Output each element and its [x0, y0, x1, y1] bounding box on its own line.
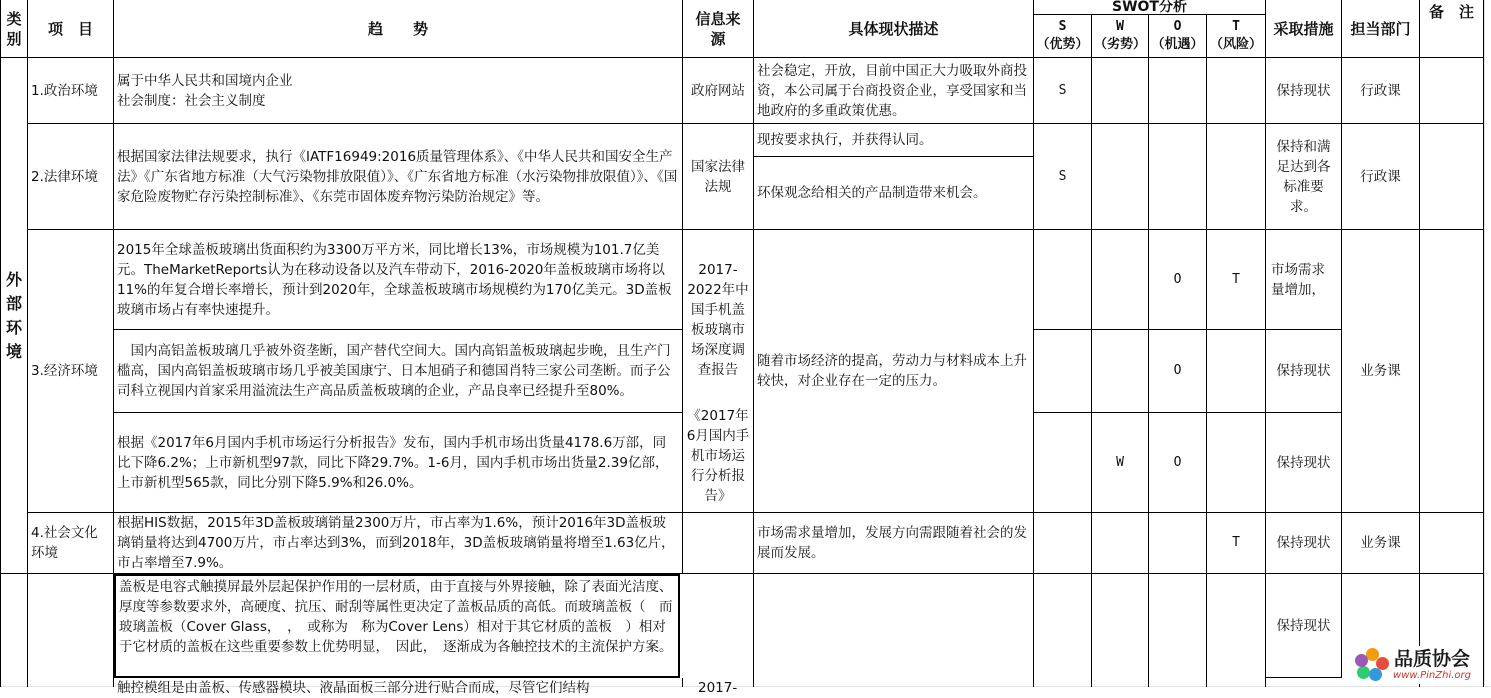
economic-swot-t-3 — [1207, 413, 1266, 513]
economic-source-1: 2017-2022年中国手机盖板玻璃市场深度调查报告 — [687, 262, 749, 378]
political-trend: 属于中华人民共和国境内企业 社会制度：社会主义制度 — [114, 58, 683, 124]
social-trend: 根据HIS数据，2015年3D盖板玻璃销量2300万片，市占率为1.6%，预计2016年3D盖板玻璃销量将达到4700万片，市占率达到3%，而到2018年，3D盖板玻璃销量将增至1.63亿片，市占率增至7.9%。 — [114, 513, 683, 574]
watermark — [1354, 646, 1471, 684]
header-description: 具体现状描述 — [754, 0, 1034, 58]
header-swot-s: S （优势） — [1034, 15, 1092, 58]
political-item: 1.政治环境 — [28, 58, 114, 124]
technology-swot-o — [1149, 574, 1207, 687]
economic-trend-2: 国内高铝盖板玻璃几乎被外资垄断，国产替代空间大。国内高铝盖板玻璃起步晚，且生产门槛高，国内高铝盖板玻璃市场几乎被美国康宁、日本旭硝子和德国肖特三家公司垄断。而子公司科立视国内首家采用溢流法生产高品质盖板玻璃的企业，产品良率已经提升至80%。 — [114, 330, 683, 413]
economic-swot-w-1 — [1092, 230, 1149, 330]
header-swot-title: SWOT分析 — [1034, 0, 1266, 15]
technology-item — [28, 574, 114, 687]
economic-swot-s-1 — [1034, 230, 1092, 330]
technology-trend: 盖板是电容式触摸屏最外层起保护作用的一层材质，由于直接与外界接触，除了表面光洁度、厚度等参数要求外，高硬度、抗压、耐刮等属性更决定了盖板品质的高低。而玻璃盖板（ 而玻璃盖板（Cover Glass， ， 或称为 称为Cover Lens）相对于其它材质的盖板 ）相对于它材质的盖板在这些重要参数上优势明显， 因此， 逐渐成为各触控技术的主流保护方案。 — [114, 574, 680, 678]
category-external: 外 部 环 境 — [0, 58, 28, 574]
economic-swot-s-2 — [1034, 330, 1092, 413]
watermark-url: www.PinZhi.org — [1393, 670, 1471, 681]
legal-swot-o — [1149, 124, 1207, 230]
legal-trend: 根据国家法律法规要求，执行《IATF16949:2016质量管理体系》、《中华人民共和国安全生产法》《广东省地方标准（大气污染物排放限值）》、《广东省地方标准（水污染物排放限值）》、《国家危险废物贮存污染控制标准》、《东莞市固体废弃物污染防治规定》等。 — [114, 124, 683, 230]
economic-dept: 业务课 — [1342, 230, 1420, 513]
flower-logo-icon — [1354, 647, 1390, 683]
legal-source: 国家法律法规 — [683, 124, 754, 230]
political-swot-t — [1207, 58, 1266, 124]
technology-next-trend: 触控模组是由盖板、传感器模块、液晶面板三部分进行贴合而成，尽管它们结构 — [114, 678, 683, 687]
economic-measure-3: 保持现状 — [1266, 413, 1342, 513]
category-next — [0, 574, 28, 687]
header-measures: 采取措施 — [1266, 0, 1342, 58]
technology-source — [683, 574, 754, 687]
political-swot-w — [1092, 58, 1149, 124]
economic-swot-w-3: W — [1092, 413, 1149, 513]
technology-description — [754, 574, 1034, 687]
social-swot-t: T — [1207, 513, 1266, 574]
legal-swot-w — [1092, 124, 1149, 230]
economic-measure-1: 市场需求量增加， — [1266, 230, 1342, 330]
political-swot-s: S — [1034, 58, 1092, 124]
header-item: 项 目 — [28, 0, 114, 58]
legal-remarks — [1420, 124, 1484, 230]
political-dept: 行政课 — [1342, 58, 1420, 124]
technology-swot-t — [1207, 574, 1266, 687]
political-remarks — [1420, 58, 1484, 124]
gridline — [1484, 0, 1485, 687]
economic-source — [683, 230, 754, 513]
political-source: 政府网站 — [683, 58, 754, 124]
economic-trend-3: 根据《2017年6月国内手机市场运行分析报告》发布，国内手机市场出货量4178.6万部，同比下降6.2%；上市新机型97款，同比下降29.7%。1-6月，国内手机市场出货量2.39亿部，上市新机型565款，同比分别下降5.9%和26.0%。 — [114, 413, 683, 513]
social-swot-w — [1092, 513, 1149, 574]
header-trend: 趋 势 — [114, 0, 683, 58]
social-dept: 业务课 — [1342, 513, 1420, 574]
economic-measure-2: 保持现状 — [1266, 330, 1342, 413]
economic-swot-s-3 — [1034, 413, 1092, 513]
economic-remarks — [1420, 230, 1484, 513]
social-description: 市场需求量增加，发展方向需跟随着社会的发展而发展。 — [754, 513, 1034, 574]
header-source: 信息来 源 — [683, 0, 754, 58]
legal-dept: 行政课 — [1342, 124, 1420, 230]
social-source — [683, 513, 754, 574]
economic-source-2: 《2017年6月国内手机市场运行分析报告》 — [686, 408, 750, 504]
legal-swot-t — [1207, 124, 1266, 230]
social-swot-o — [1149, 513, 1207, 574]
economic-trend-1: 2015年全球盖板玻璃出货面积约为3300万平方米，同比增长13%，市场规模为101.7亿美元。TheMarketReports认为在移动设备以及汽车带动下，2016-2020年盖板玻璃市场将以11%的年复合增长率增长，预计到2020年，全球盖板玻璃市场规模约为170亿美元。3D盖板玻璃市场占有率快速提升。 — [114, 230, 683, 330]
economic-swot-t-2 — [1207, 330, 1266, 413]
header-swot-o: O （机遇） — [1149, 15, 1207, 58]
economic-swot-t-1: T — [1207, 230, 1266, 330]
social-swot-s — [1034, 513, 1092, 574]
social-remarks — [1420, 513, 1484, 574]
header-swot-w: W （劣势） — [1092, 15, 1149, 58]
economic-description: 随着市场经济的提高，劳动力与材料成本上升较快，对企业存在一定的压力。 — [754, 230, 1034, 513]
social-item: 4.社会文化环境 — [28, 513, 114, 574]
technology-swot-w — [1092, 574, 1149, 687]
political-measure: 保持现状 — [1266, 58, 1342, 124]
political-description: 社会稳定，开放，目前中国正大力吸取外商投资，本公司属于台商投资企业，享受国家和当地政府的多重政策优惠。 — [754, 58, 1034, 124]
technology-swot-s — [1034, 574, 1092, 687]
political-swot-o — [1149, 58, 1207, 124]
economic-swot-o-1: O — [1149, 230, 1207, 330]
legal-description-2: 环保观念给相关的产品制造带来机会。 — [754, 157, 1034, 230]
header-swot-t: T （风险） — [1207, 15, 1266, 58]
legal-item: 2.法律环境 — [28, 124, 114, 230]
header-department: 担当部门 — [1342, 0, 1420, 58]
economic-swot-o-2: O — [1149, 330, 1207, 413]
header-remarks: 备 注 — [1420, 0, 1484, 58]
header-category: 类 别 — [0, 0, 28, 58]
legal-description-1: 现按要求执行，并获得认同。 — [754, 124, 1034, 157]
economic-swot-o-3: O — [1149, 413, 1207, 513]
social-measure: 保持现状 — [1266, 513, 1342, 574]
legal-swot-s: S — [1034, 124, 1092, 230]
watermark-name: 品质协会 — [1394, 648, 1471, 670]
economic-swot-w-2 — [1092, 330, 1149, 413]
economic-item: 3.经济环境 — [28, 230, 114, 513]
legal-measure: 保持和满足达到各标准要求。 — [1266, 124, 1342, 230]
technology-next-source: 2017- — [698, 680, 738, 696]
technology-measure: 保持现状 — [1266, 574, 1342, 678]
